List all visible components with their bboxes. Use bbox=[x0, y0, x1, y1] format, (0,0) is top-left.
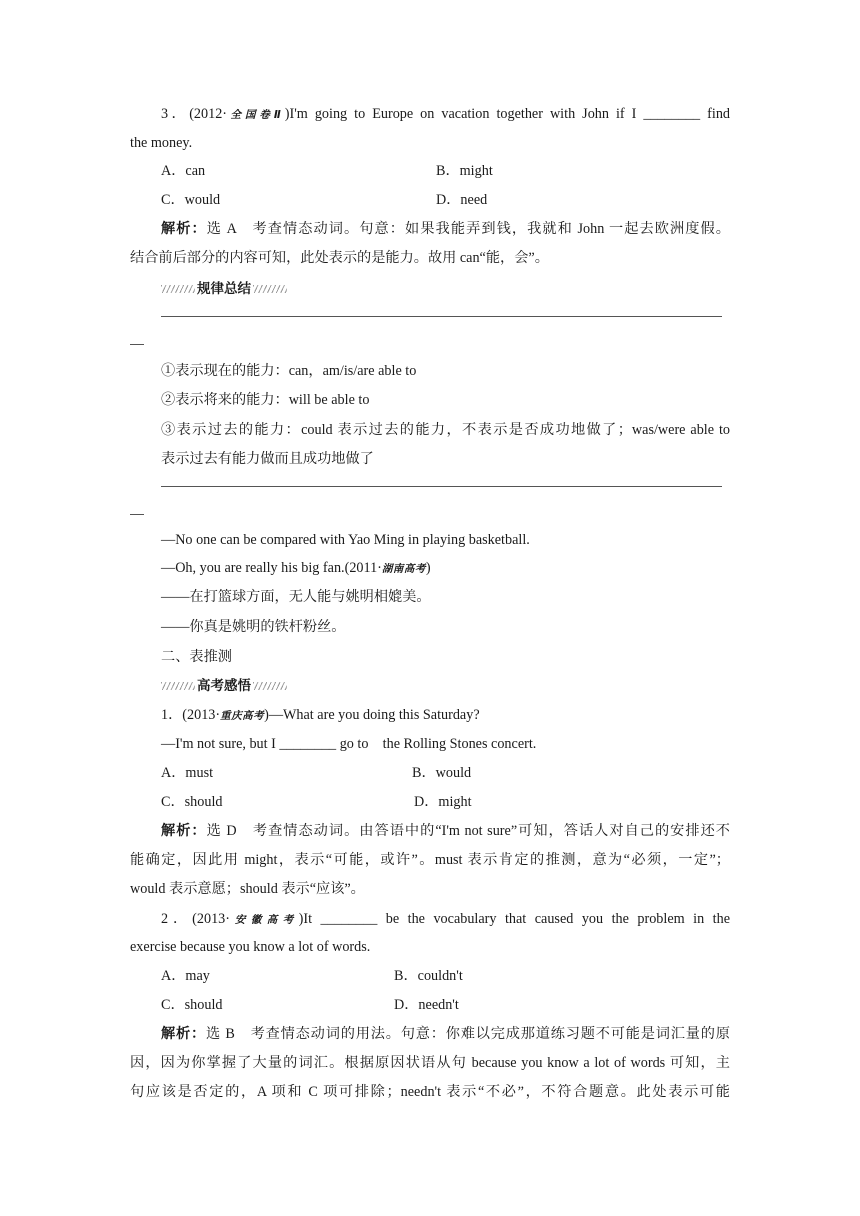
summary-title: 规律总结 bbox=[197, 281, 251, 297]
q3-explanation-line1: 解析：选 A 考查情态动词。句意：如果我能弄到钱，我就和 John 一起去欧洲度假。 bbox=[161, 221, 730, 237]
q1-option-c: C．should bbox=[161, 794, 223, 810]
q1-explanation-line3: would 表示意愿；should 表示“应该”。 bbox=[130, 881, 365, 897]
gaokao-title: 高考感悟 bbox=[197, 678, 251, 694]
q2-stem-line2: exercise because you know a lot of words. bbox=[130, 939, 371, 955]
summary-item-3-cont: 表示过去有能力做而且成功地做了 bbox=[161, 451, 374, 467]
fill-line-end bbox=[130, 514, 144, 515]
q1-stem-line1: 1．(2013·重庆高考)—What are you doing this Saturday? bbox=[161, 707, 480, 723]
q3-explanation-label: 解析： bbox=[161, 221, 207, 237]
q2-source-tag: 安徽高考 bbox=[229, 914, 299, 926]
summary-item-2: ②表示将来的能力：will be able to bbox=[161, 392, 370, 408]
summary-item-3: ③表示过去的能力：could 表示过去的能力，不表示是否成功地做了；was/were able to bbox=[161, 422, 730, 438]
q2-option-d: D．needn't bbox=[394, 997, 459, 1013]
example-chinese-1: ——在打篮球方面，无人能与姚明相媲美。 bbox=[161, 589, 431, 605]
fill-line bbox=[161, 316, 722, 317]
q2-explanation-line1: 解析：选 B 考查情态动词的用法。句意：你难以完成那道练习题不可能是词汇量的原 bbox=[161, 1026, 730, 1042]
fill-line-end bbox=[130, 344, 144, 345]
q1-option-b: B．would bbox=[412, 765, 472, 781]
q1-explanation-label: 解析： bbox=[161, 823, 207, 839]
q1-option-a: A．must bbox=[161, 765, 214, 781]
summary-item-1: ①表示现在的能力：can，am/is/are able to bbox=[161, 363, 417, 379]
q3-option-c: C．would bbox=[161, 192, 221, 208]
q3-option-b: B．might bbox=[436, 163, 493, 179]
q2-explanation-line2: 因，因为你掌握了大量的词汇。根据原因状语从句 because you know a lot of words 可知，主 bbox=[130, 1055, 730, 1071]
q3-stem-line2: the money. bbox=[130, 135, 193, 151]
stripe-decoration bbox=[253, 682, 287, 690]
example-chinese-2: ——你真是姚明的铁杆粉丝。 bbox=[161, 619, 346, 635]
q3-option-a: A．can bbox=[161, 163, 206, 179]
example-english-2: —Oh, you are really his big fan.(2011·湖南高考) bbox=[161, 560, 431, 576]
stripe-decoration bbox=[253, 285, 287, 293]
q3-explanation-line2: 结合前后部分的内容可知，此处表示的是能力。故用 can“能，会”。 bbox=[130, 250, 549, 266]
q2-option-b: B．couldn't bbox=[394, 968, 463, 984]
stripe-decoration bbox=[161, 682, 195, 690]
q1-option-d: D．might bbox=[414, 794, 472, 810]
q1-explanation-line1: 解析：选 D 考查情态动词。由答语中的“I'm not sure”可知，答话人对自己的安排还不 bbox=[161, 823, 730, 839]
q2-explanation-label: 解析： bbox=[161, 1026, 207, 1042]
q3-source-tag: 全国卷Ⅱ bbox=[227, 109, 285, 121]
fill-line bbox=[161, 486, 722, 487]
q1-source-tag: 重庆高考 bbox=[220, 710, 265, 722]
q2-option-a: A．may bbox=[161, 968, 210, 984]
q2-explanation-line3: 句应该是否定的，A 项和 C 项可排除；needn't 表示“不必”，不符合题意。此处表示可能 bbox=[130, 1084, 730, 1100]
q2-option-c: C．should bbox=[161, 997, 223, 1013]
q2-stem-line1: 2．(2013·安徽高考)It ________ be the vocabulary that caused you the problem in the bbox=[161, 911, 731, 927]
example-english-1: —No one can be compared with Yao Ming in playing basketball. bbox=[161, 532, 530, 548]
section-title: 二、表推测 bbox=[161, 649, 232, 665]
stripe-decoration bbox=[161, 285, 195, 293]
q1-explanation-line2: 能确定，因此用 might，表示“可能，或许”。must 表示肯定的推测，意为“必须，一定”； bbox=[130, 852, 730, 868]
example-source-tag: 湖南高考 bbox=[381, 563, 426, 575]
gaokao-heading bbox=[161, 676, 287, 696]
q3-stem-line1: 3．(2012·全国卷Ⅱ)I'm going to Europe on vacation together with John if I ________ find bbox=[161, 106, 731, 122]
q1-stem-line2: —I'm not sure, but I ________ go to the Rolling Stones concert. bbox=[161, 736, 537, 752]
q3-option-d: D．need bbox=[436, 192, 488, 208]
summary-heading bbox=[161, 279, 287, 299]
